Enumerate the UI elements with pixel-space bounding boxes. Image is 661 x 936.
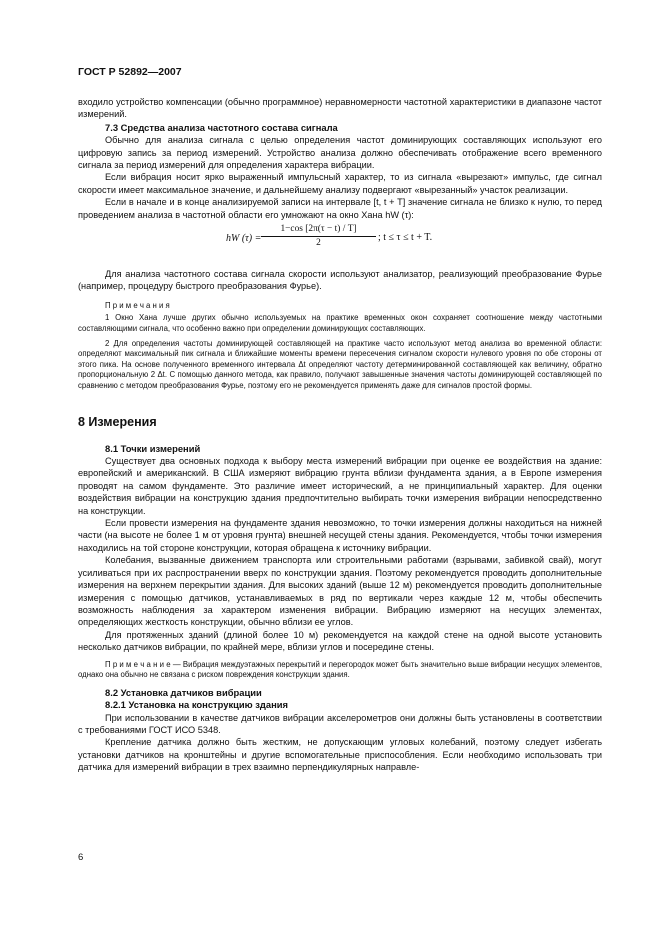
page-number: 6 [78, 852, 84, 863]
paragraph: Если в начале и в конце анализируемой записи на интервале [t, t + T] значение сигнала не близко к нулю, то перед проведением анализа в частотной области его умножают на окно Хана hW (τ): [78, 197, 602, 220]
paragraph: Для протяженных зданий (длиной более 10 м) рекомендуется на каждой стене на одной высоте установить несколько датчиков вибрации, по крайней мере, вблизи углов и посередине стены. [78, 629, 602, 653]
hann-window-formula [78, 224, 602, 264]
page-body [78, 96, 602, 774]
note-label: П р и м е ч а н и е [105, 659, 171, 669]
note-1: 1 Окно Хана лучше других обычно используемых на практике временных окон сохраняет соотношение между частотными составляющими сигнала, что особенно важно при определении доминирующих составляющих. [78, 313, 602, 334]
note-text: — Вибрация междуэтажных перекрытий и перегородок может быть значительно выше вибрации несущих элементов, однако она обычно не связана с риском повреждения конструкции здания. [78, 659, 602, 680]
paragraph: При использовании в качестве датчиков вибрации акселерометров они должны быть установлены в соответствии с требованиями ГОСТ ИСО 5348. [78, 712, 602, 735]
section-8-title: 8 Измерения [78, 414, 157, 429]
formula-numerator: 1−cos [2π(τ − t) / T] [261, 224, 376, 237]
paragraph: Если вибрация носит ярко выраженный импульсный характер, то из сигнала «вырезают» импульс, где сигнал скорости имеет максимальное значение, и дальнейшему анализу подвергают «вырезанный» участок реализации. [78, 172, 602, 195]
formula-fraction [261, 224, 376, 248]
paragraph: Обычно для анализа сигнала с целью определения частот доминирующих составляющих используют его цифровую запись за период измерений. Устройство анализа должно обеспечивать отображение всего временного сигнала за период измерений для определения характера вибрации. [78, 135, 602, 171]
notes-label: П р и м е ч а н и я [105, 300, 170, 310]
paragraph: Для анализа частотного состава сигнала скорости используют анализатор, реализующий преобразование Фурье (например, процедуру быстрого преобразования Фурье). [78, 269, 602, 292]
section-8-2-1-title: 8.2.1 Установка на конструкцию здания [105, 699, 288, 711]
note-2: 2 Для определения частоты доминирующей составляющей на практике часто используют метод анализа во временной области: определяют максимальный пик сигнала и ближайшие моменты времени пересечения сигналом скорости нулевого уровня по обе стороны от этого пика. На основе полученного временного интервала Δt определяют частоту детерминированной составляющей как величину, обратно пропорциональную 2 Δt. С помощью данного метода, как правило, получают завышенные значения частоты доминирующей составляющей по сравнению с методом преобразования Фурье, поэтому его не рекомендуется применять даже для сигналов простой формы. [78, 338, 602, 391]
paragraph: Крепление датчика должно быть жестким, не допускающим угловых колебаний, поэтому следует избегать установки датчиков на кронштейны и другие вспомогательные приспособления. Если необходимо использовать три датчика для измерений вибрации в трех взаимно перпендикулярных направле- [78, 737, 602, 773]
formula-lhs: hW (τ) = [226, 233, 262, 245]
document-header: ГОСТ Р 52892—2007 [78, 66, 182, 78]
paragraph: Если провести измерения на фундаменте здания невозможно, то точки измерения должны находиться на нижней части (на высоте не более 1 м от уровня грунта) внешней несущей стены здания. Рекомендуется, чтобы точки измерения находились на той стороне конструкции, которая обращена к источнику вибрации. [78, 518, 602, 553]
paragraph: входило устройство компенсации (обычно программное) неравномерности частотной характеристики в диапазоне частот измерений. [78, 97, 602, 120]
section-8-2-title: 8.2 Установка датчиков вибрации [105, 686, 262, 698]
paragraph: Существует два основных подхода к выбору места измерений вибрации при оценке ее воздействия на здание: европейский и американский. В США измеряют вибрацию грунта вблизи фундамента здания, а в Европе измерения проводят на самом фундаменте. Это различие имеет исторический, а не принципиальный характер. Для оценки воздействия вибрации на конструкцию здания предпочтительно выбирать точки измерения вибрации непосредственно на конструкции. [78, 456, 602, 516]
section-8-1-title: 8.1 Точки измерений [105, 442, 201, 454]
note-8-1 [78, 660, 602, 681]
formula-denominator: 2 [316, 238, 321, 249]
formula-rhs: ; t ≤ τ ≤ t + T. [378, 232, 433, 244]
paragraph: Колебания, вызванные движением транспорта или строительными работами (взрывами, забивкой свай), могут усиливаться при их распространении вверх по конструкции здания. Поэтому рекомендуется проводить дополнительные измерения на верхнем перекрытии здания. Для высоких зданий (выше 12 м) рекомендуется проводить дополнительные измерения с помощью датчиков, устанавливаемых в ряд по вертикали через каждые 12 м, чтобы обеспечить возможность наблюдения за характером изменения вибрации. Вибрацию измеряют на несущих элементах, определяющих жесткость конструкции, обычно вблизи ее углов. [78, 555, 602, 628]
section-7-3-title: 7.3 Средства анализа частотного состава сигнала [105, 121, 338, 133]
